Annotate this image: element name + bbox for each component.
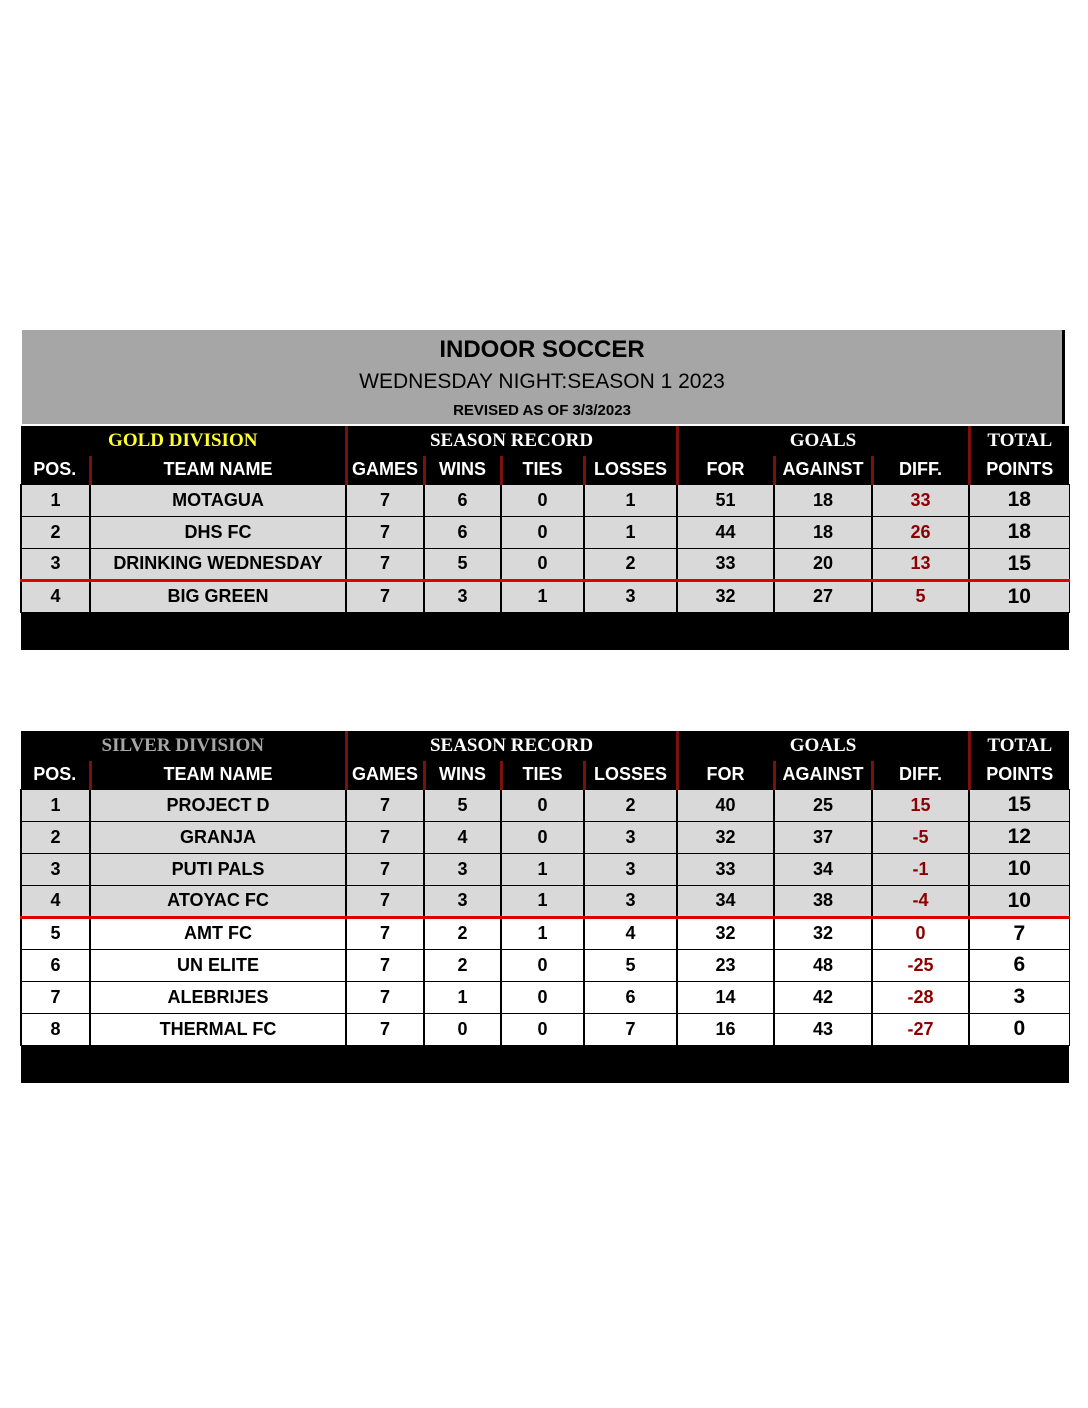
col-team-name: TEAM NAME: [90, 761, 346, 789]
col-points: POINTS: [969, 456, 1069, 484]
games-cell: 7: [346, 917, 424, 949]
points-cell: 15: [969, 548, 1069, 580]
team-name-cell: GRANJA: [90, 821, 346, 853]
wins-cell: 2: [424, 949, 501, 981]
goals-against-cell: 27: [774, 580, 872, 612]
losses-cell: 1: [584, 484, 677, 516]
points-cell: 10: [969, 580, 1069, 612]
goals-for-cell: 23: [677, 949, 774, 981]
total-group: TOTAL: [969, 731, 1069, 761]
goals-against-cell: 42: [774, 981, 872, 1013]
column-header-row: [21, 456, 1069, 484]
table-row: [21, 789, 1069, 821]
games-cell: 7: [346, 548, 424, 580]
revision-date: REVISED AS OF 3/3/2023: [453, 402, 631, 419]
table-footer-bar: [21, 612, 1069, 650]
table-row: [21, 981, 1069, 1013]
losses-cell: 3: [584, 580, 677, 612]
goals-against-cell: 43: [774, 1013, 872, 1045]
goals-against-cell: 37: [774, 821, 872, 853]
team-name-cell: MOTAGUA: [90, 484, 346, 516]
wins-cell: 3: [424, 885, 501, 917]
games-cell: 7: [346, 516, 424, 548]
points-cell: 10: [969, 885, 1069, 917]
goals-against-cell: 25: [774, 789, 872, 821]
wins-cell: 5: [424, 789, 501, 821]
games-cell: 7: [346, 580, 424, 612]
col-against: AGAINST: [774, 456, 872, 484]
losses-cell: 6: [584, 981, 677, 1013]
games-cell: 7: [346, 484, 424, 516]
goal-diff-cell: 15: [872, 789, 969, 821]
pos-cell: 3: [21, 548, 90, 580]
games-cell: 7: [346, 885, 424, 917]
goal-diff-cell: 5: [872, 580, 969, 612]
table-row: [21, 1013, 1069, 1045]
goals-for-cell: 32: [677, 917, 774, 949]
team-name-cell: UN ELITE: [90, 949, 346, 981]
silver-division-table: [20, 731, 1070, 1083]
table-footer-bar: [21, 1045, 1069, 1083]
goal-diff-cell: -4: [872, 885, 969, 917]
losses-cell: 3: [584, 853, 677, 885]
ties-cell: 0: [501, 949, 584, 981]
wins-cell: 6: [424, 484, 501, 516]
ties-cell: 0: [501, 548, 584, 580]
wins-cell: 0: [424, 1013, 501, 1045]
col-wins: WINS: [424, 761, 501, 789]
pos-cell: 1: [21, 484, 90, 516]
losses-cell: 1: [584, 516, 677, 548]
goals-for-cell: 34: [677, 885, 774, 917]
pos-cell: 5: [21, 917, 90, 949]
season-record-group: SEASON RECORD: [346, 426, 677, 456]
games-cell: 7: [346, 1013, 424, 1045]
goals-against-cell: 38: [774, 885, 872, 917]
goals-against-cell: 20: [774, 548, 872, 580]
col-pos: POS.: [21, 761, 90, 789]
pos-cell: 6: [21, 949, 90, 981]
goals-group: GOALS: [677, 426, 969, 456]
col-against: AGAINST: [774, 761, 872, 789]
goals-group: GOALS: [677, 731, 969, 761]
table-row: [21, 885, 1069, 917]
losses-cell: 3: [584, 885, 677, 917]
gold-division-table: [20, 426, 1070, 650]
goal-diff-cell: -1: [872, 853, 969, 885]
ties-cell: 1: [501, 853, 584, 885]
losses-cell: 7: [584, 1013, 677, 1045]
pos-cell: 4: [21, 885, 90, 917]
col-losses: LOSSES: [584, 456, 677, 484]
goals-against-cell: 18: [774, 484, 872, 516]
ties-cell: 1: [501, 917, 584, 949]
table-row: [21, 548, 1069, 580]
wins-cell: 5: [424, 548, 501, 580]
goals-against-cell: 48: [774, 949, 872, 981]
points-cell: 0: [969, 1013, 1069, 1045]
wins-cell: 2: [424, 917, 501, 949]
title-block: [22, 330, 1065, 424]
losses-cell: 2: [584, 548, 677, 580]
gold-division-header-row: [21, 426, 1069, 456]
team-name-cell: DRINKING WEDNESDAY: [90, 548, 346, 580]
team-name-cell: DHS FC: [90, 516, 346, 548]
col-ties: TIES: [501, 761, 584, 789]
points-cell: 3: [969, 981, 1069, 1013]
table-row: [21, 853, 1069, 885]
goals-for-cell: 51: [677, 484, 774, 516]
page-title: INDOOR SOCCER: [439, 336, 645, 363]
goal-diff-cell: -28: [872, 981, 969, 1013]
footer-bar: [21, 1045, 1069, 1083]
col-games: GAMES: [346, 456, 424, 484]
col-wins: WINS: [424, 456, 501, 484]
pos-cell: 2: [21, 516, 90, 548]
ties-cell: 0: [501, 516, 584, 548]
points-cell: 18: [969, 516, 1069, 548]
wins-cell: 1: [424, 981, 501, 1013]
goal-diff-cell: 26: [872, 516, 969, 548]
games-cell: 7: [346, 853, 424, 885]
team-name-cell: ATOYAC FC: [90, 885, 346, 917]
col-for: FOR: [677, 761, 774, 789]
table-row: [21, 484, 1069, 516]
col-losses: LOSSES: [584, 761, 677, 789]
goals-against-cell: 18: [774, 516, 872, 548]
losses-cell: 4: [584, 917, 677, 949]
pos-cell: 8: [21, 1013, 90, 1045]
goals-against-cell: 32: [774, 917, 872, 949]
losses-cell: 5: [584, 949, 677, 981]
col-diff: DIFF.: [872, 456, 969, 484]
pos-cell: 1: [21, 789, 90, 821]
points-cell: 18: [969, 484, 1069, 516]
team-name-cell: PROJECT D: [90, 789, 346, 821]
goals-for-cell: 33: [677, 853, 774, 885]
silver-division-header-row: [21, 731, 1069, 761]
table-row: [21, 580, 1069, 612]
team-name-cell: PUTI PALS: [90, 853, 346, 885]
goal-diff-cell: 0: [872, 917, 969, 949]
table-row: [21, 917, 1069, 949]
goals-for-cell: 33: [677, 548, 774, 580]
ties-cell: 0: [501, 981, 584, 1013]
wins-cell: 6: [424, 516, 501, 548]
col-diff: DIFF.: [872, 761, 969, 789]
goals-for-cell: 32: [677, 821, 774, 853]
col-for: FOR: [677, 456, 774, 484]
gold-division-title: GOLD DIVISION: [21, 426, 346, 456]
ties-cell: 0: [501, 821, 584, 853]
ties-cell: 1: [501, 885, 584, 917]
col-points: POINTS: [969, 761, 1069, 789]
goal-diff-cell: -27: [872, 1013, 969, 1045]
points-cell: 15: [969, 789, 1069, 821]
col-ties: TIES: [501, 456, 584, 484]
goal-diff-cell: -5: [872, 821, 969, 853]
wins-cell: 3: [424, 580, 501, 612]
games-cell: 7: [346, 789, 424, 821]
wins-cell: 3: [424, 853, 501, 885]
points-cell: 7: [969, 917, 1069, 949]
goals-for-cell: 14: [677, 981, 774, 1013]
points-cell: 10: [969, 853, 1069, 885]
goals-against-cell: 34: [774, 853, 872, 885]
col-team-name: TEAM NAME: [90, 456, 346, 484]
season-record-group: SEASON RECORD: [346, 731, 677, 761]
points-cell: 6: [969, 949, 1069, 981]
table-row: [21, 516, 1069, 548]
goals-for-cell: 44: [677, 516, 774, 548]
games-cell: 7: [346, 981, 424, 1013]
team-name-cell: AMT FC: [90, 917, 346, 949]
table-row: [21, 949, 1069, 981]
team-name-cell: ALEBRIJES: [90, 981, 346, 1013]
column-header-row: [21, 761, 1069, 789]
wins-cell: 4: [424, 821, 501, 853]
games-cell: 7: [346, 821, 424, 853]
pos-cell: 4: [21, 580, 90, 612]
goal-diff-cell: 33: [872, 484, 969, 516]
footer-bar: [21, 612, 1069, 650]
team-name-cell: BIG GREEN: [90, 580, 346, 612]
goal-diff-cell: -25: [872, 949, 969, 981]
silver-division-title: SILVER DIVISION: [21, 731, 346, 761]
losses-cell: 3: [584, 821, 677, 853]
goal-diff-cell: 13: [872, 548, 969, 580]
ties-cell: 0: [501, 1013, 584, 1045]
page-subtitle: WEDNESDAY NIGHT:SEASON 1 2023: [359, 370, 725, 393]
ties-cell: 1: [501, 580, 584, 612]
pos-cell: 7: [21, 981, 90, 1013]
ties-cell: 0: [501, 789, 584, 821]
goals-for-cell: 32: [677, 580, 774, 612]
ties-cell: 0: [501, 484, 584, 516]
pos-cell: 2: [21, 821, 90, 853]
team-name-cell: THERMAL FC: [90, 1013, 346, 1045]
goals-for-cell: 40: [677, 789, 774, 821]
col-games: GAMES: [346, 761, 424, 789]
pos-cell: 3: [21, 853, 90, 885]
points-cell: 12: [969, 821, 1069, 853]
col-pos: POS.: [21, 456, 90, 484]
games-cell: 7: [346, 949, 424, 981]
total-group: TOTAL: [969, 426, 1069, 456]
goals-for-cell: 16: [677, 1013, 774, 1045]
losses-cell: 2: [584, 789, 677, 821]
table-row: [21, 821, 1069, 853]
